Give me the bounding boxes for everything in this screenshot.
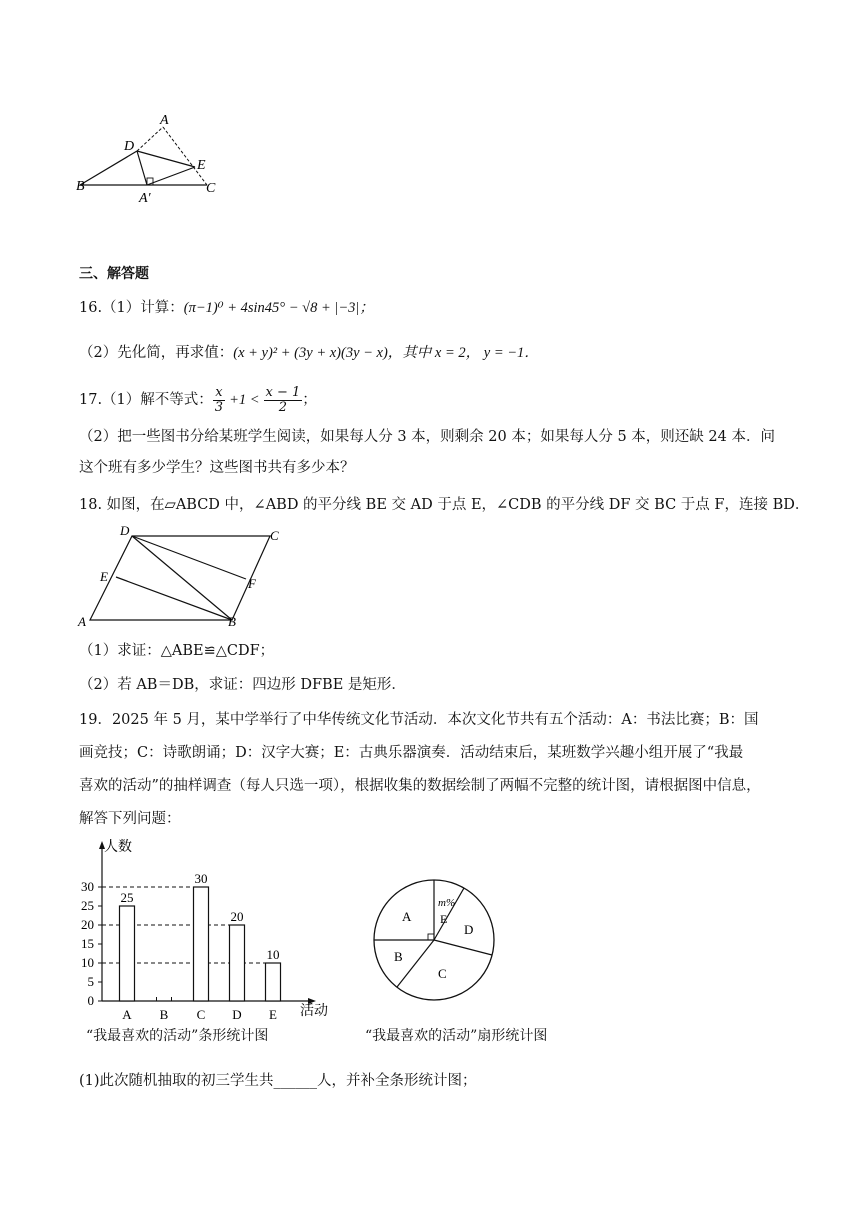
y-tick-label: 25 — [81, 898, 94, 913]
bar — [120, 906, 135, 1001]
fraction-denominator: 3 — [214, 399, 224, 415]
q19-line4: 解答下列问题： — [79, 811, 181, 827]
bar — [194, 887, 209, 1001]
label-a: A — [160, 113, 169, 128]
parallelogram-figure — [72, 522, 292, 634]
label-a: A — [78, 614, 86, 629]
label-e: E — [100, 569, 108, 584]
label-b: B — [76, 179, 85, 194]
q19-line3: 喜欢的活动”的抽样调查（每人只选一项），根据收集的数据绘制了两幅不完整的统计图，请根据图中信息， — [79, 778, 761, 794]
label-d: D — [120, 523, 130, 538]
y-tick-label: 5 — [87, 974, 94, 989]
pie-label-a: A — [402, 909, 412, 924]
inequality-sign-text: +1 < — [229, 392, 260, 408]
label-b: B — [228, 614, 236, 629]
x-tick-label: D — [232, 1007, 242, 1022]
pie-label-e: E — [440, 912, 448, 926]
pie-label-d: D — [464, 922, 474, 937]
y-tick-label: 0 — [87, 993, 94, 1008]
q18-part2: （2）若 AB＝DB，求证：四边形 DFBE 是矩形． — [79, 677, 406, 693]
fraction-numerator: x — [213, 386, 225, 401]
q16-part1-prefix: 16.（1）计算： — [79, 300, 184, 316]
bar-value-label: 20 — [230, 909, 244, 924]
x-tick-label: B — [159, 1007, 169, 1022]
q17-part1 — [79, 382, 317, 418]
q19-sub1: (1)此次随机抽取的初三学生共______人，并补全条形统计图； — [79, 1073, 477, 1089]
x-tick-label: E — [269, 1007, 277, 1022]
label-c: C — [270, 528, 279, 543]
pie-label-c: C — [438, 966, 447, 981]
x-tick-label: A — [122, 1007, 132, 1022]
bar-chart-caption: “我最喜欢的活动”条形统计图 — [86, 1028, 269, 1044]
pie-label-m-percent: m% — [438, 897, 456, 909]
x-tick-label: C — [196, 1007, 206, 1022]
fraction-numerator: x − 1 — [265, 384, 301, 400]
pie-chart — [368, 848, 504, 1008]
bar-value-label: 30 — [194, 871, 208, 886]
y-tick-label: 15 — [81, 936, 94, 951]
q18-part1: （1）求证：△ABE≌△CDF； — [79, 643, 275, 659]
fraction-x-over-3 — [213, 386, 225, 415]
bar — [266, 963, 281, 1001]
label-c: C — [206, 181, 216, 196]
pie-label-b: B — [394, 949, 403, 964]
q16-part2 — [79, 343, 539, 363]
q17-part2-line1: （2）把一些图书分给某班学生阅读，如果每人分 3 本，则剩余 20 本；如果每人分 5 本，则还缺 24 本．问 — [79, 429, 775, 445]
bar-value-label: 25 — [120, 890, 134, 905]
label-e: E — [197, 158, 206, 173]
bar-chart — [70, 835, 360, 1027]
q19-line1: 19．2025 年 5 月，某中学举行了中华传统文化节活动．本次文化节共有五个活动：A：书法比赛；B：国 — [79, 712, 759, 728]
q17-part2-line2: 这个班有多少学生？这些图书共有多少本？ — [79, 460, 355, 476]
q19-line2: 画竞技；C：诗歌朗诵；D：汉字大赛；E：古典乐器演奏．活动结束后，某班数学兴趣小组开展了“我最 — [79, 745, 744, 761]
y-tick-label: 20 — [81, 917, 94, 932]
q18-stem: 18. 如图，在▱ABCD 中，∠ABD 的平分线 BE 交 AD 于点 E，∠CDB 的平分线 DF 交 BC 于点 F，连接 BD． — [79, 497, 810, 513]
fold-triangle-figure — [70, 110, 230, 210]
y-axis-label: 人数 — [104, 840, 132, 855]
pie-chart-caption: “我最喜欢的活动”扇形统计图 — [365, 1028, 548, 1044]
x-axis-label: 活动 — [300, 1004, 328, 1019]
q17-part1-prefix: 17.（1）解不等式： — [79, 392, 213, 408]
bar-value-label: 10 — [266, 947, 280, 962]
label-a-prime: A′ — [139, 191, 151, 206]
fraction-x-minus-1-over-2 — [264, 386, 303, 415]
q16-part1-expression: (π−1)⁰ + 4sin45° − √8 + |−3|； — [183, 300, 374, 316]
q16-part2-prefix: （2）先化简，再求值： — [79, 345, 234, 361]
q16-part2-expression: (x + y)² + (3y + x)(3y − x)，其中 x = 2， y = −1． — [233, 345, 539, 361]
label-d: D — [124, 139, 135, 154]
fraction-denominator: 2 — [278, 399, 288, 415]
bar — [230, 925, 245, 1001]
y-tick-label: 30 — [81, 879, 94, 894]
label-f: F — [248, 576, 256, 591]
q17-part1-suffix: ； — [302, 392, 317, 408]
y-tick-label: 10 — [81, 955, 94, 970]
section-title: 三、解答题 — [79, 266, 149, 282]
q16-part1 — [79, 298, 374, 318]
